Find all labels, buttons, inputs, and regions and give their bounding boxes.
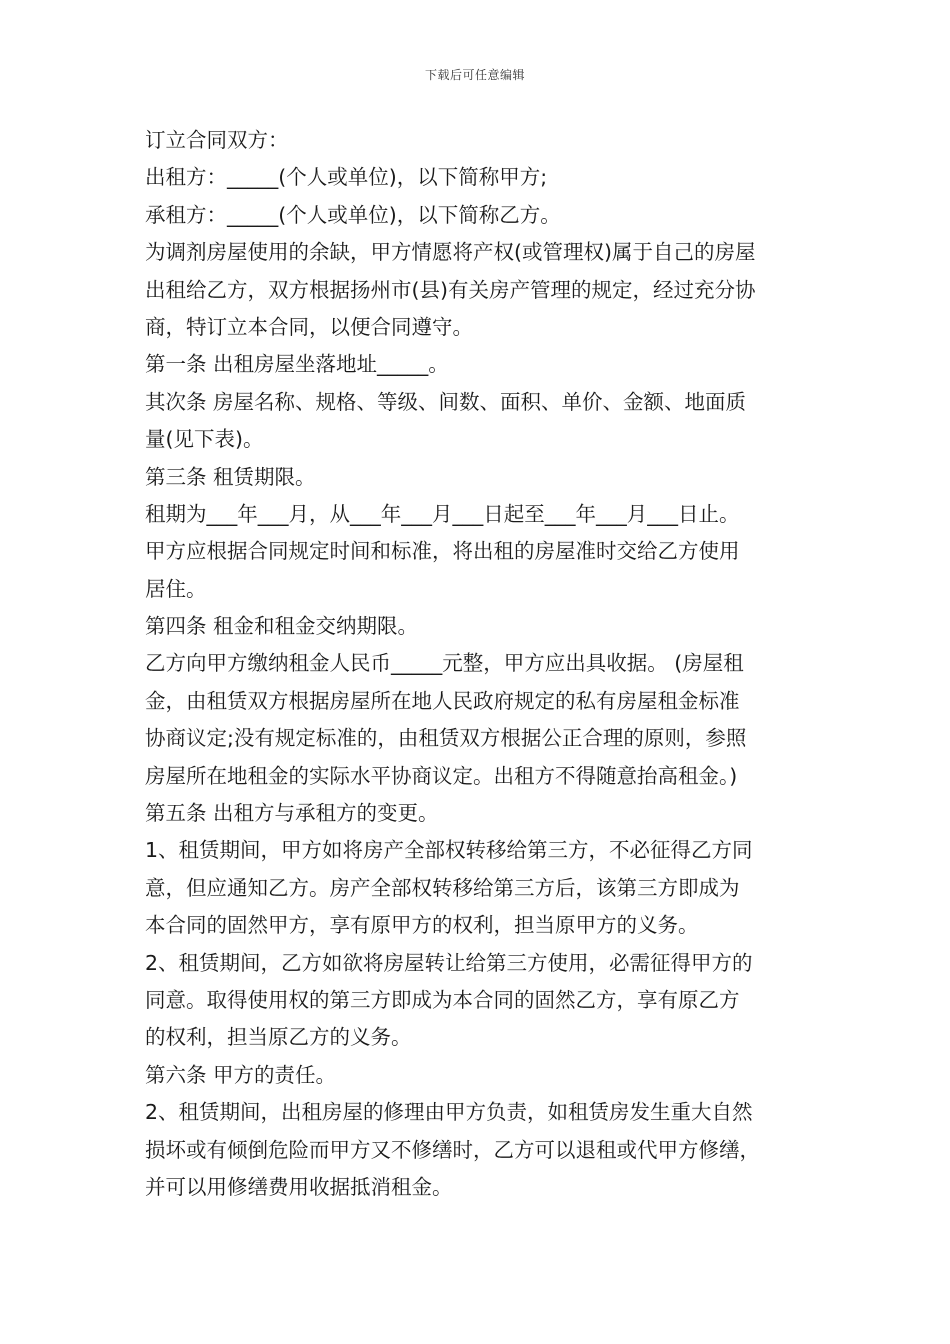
text-line: 出租给乙方，双方根据扬州市(县)有关房产管理的规定，经过充分协 — [145, 277, 756, 302]
text-line: 第六条 甲方的责任。 — [145, 1062, 337, 1087]
text-line: 量(见下表)。 — [145, 427, 264, 452]
text-line: 的权利，担当原乙方的义务。 — [145, 1025, 412, 1050]
text-line: 订立合同双方： — [145, 128, 289, 152]
text-line: 金，由租赁双方根据房屋所在地人民政府规定的私有房屋租金标准 — [145, 688, 740, 713]
text-line: 商，特订立本合同，以便合同遵守。 — [145, 314, 473, 339]
text-line: 居住。 — [145, 576, 207, 601]
text-line: 1、租赁期间，甲方如将房产全部权转移给第三方，不必征得乙方同 — [145, 838, 753, 863]
text-line: 损坏或有倾倒危险而甲方又不修缮时，乙方可以退租或代甲方修缮， — [145, 1137, 760, 1162]
text-line: 本合同的固然甲方，享有原甲方的权利，担当原甲方的义务。 — [145, 913, 699, 938]
text-line: 乙方向甲方缴纳租金人民币_____元整，甲方应出具收据。 (房屋租 — [145, 651, 744, 676]
text-line: 第五条 出租方与承租方的变更。 — [145, 801, 439, 826]
text-line: 意，但应通知乙方。房产全部权转移给第三方后，该第三方即成为 — [145, 875, 740, 900]
text-line: 出租方：_____(个人或单位)，以下简称甲方; — [145, 165, 548, 190]
text-line: 其次条 房屋名称、规格、等级、间数、面积、单价、金额、地面质 — [145, 389, 747, 414]
text-line: 2、租赁期间，出租房屋的修理由甲方负责，如租赁房发生重大自然 — [145, 1100, 753, 1125]
text-line: 并可以用修缮费用收据抵消租金。 — [145, 1174, 453, 1199]
text-line: 第三条 租赁期限。 — [145, 464, 316, 489]
text-line: 协商议定;没有规定标准的，由租赁双方根据公正合理的原则，参照 — [145, 726, 747, 751]
text-line: 同意。取得使用权的第三方即成为本合同的固然乙方，享有原乙方 — [145, 987, 740, 1012]
text-line: 房屋所在地租金的实际水平协商议定。出租方不得随意抬高租金。) — [145, 763, 738, 788]
text-line: 第一条 出租房屋坐落地址_____。 — [145, 352, 449, 377]
text-line: 第四条 租金和租金交纳期限。 — [145, 614, 419, 639]
text-line: 2、租赁期间，乙方如欲将房屋转让给第三方使用，必需征得甲方的 — [145, 950, 753, 975]
text-line: 承租方：_____(个人或单位)，以下简称乙方。 — [145, 202, 561, 227]
text-line: 为调剂房屋使用的余缺，甲方情愿将产权(或管理权)属于自己的房屋 — [145, 240, 756, 265]
page-header: 下载后可任意编辑 — [424, 68, 525, 82]
contract-body — [145, 122, 835, 1206]
text-line: 租期为___年___月，从___年___月___日起至___年___月___日止。 — [145, 501, 740, 526]
text-line: 甲方应根据合同规定时间和标准，将出租的房屋准时交给乙方使用 — [145, 539, 740, 564]
